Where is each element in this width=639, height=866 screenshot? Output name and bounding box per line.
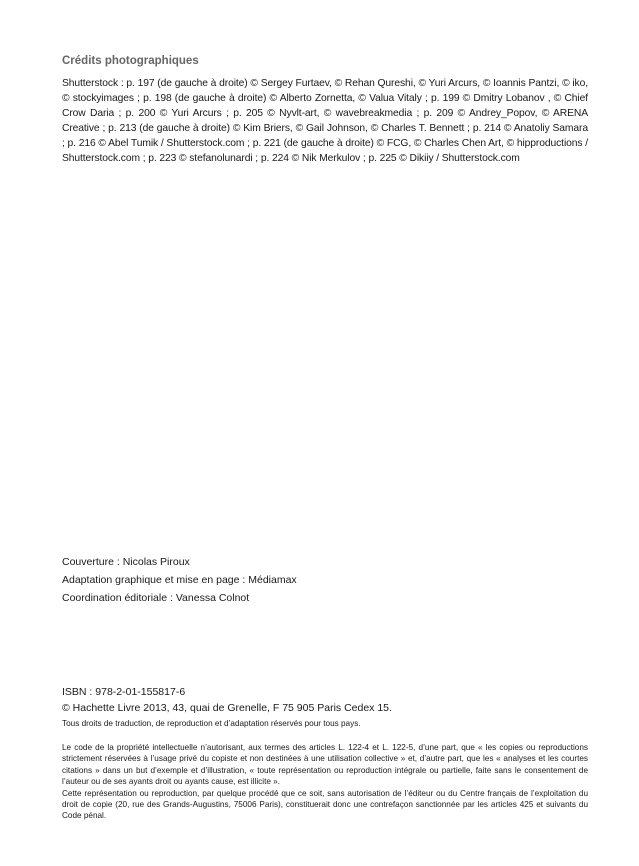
legal-notice [62,742,588,822]
publication-info [62,684,588,716]
isbn: ISBN : 978-2-01-155817-6 [62,686,186,698]
copyright-line: © Hachette Livre 2013, 43, quai de Grenelle, F 75 905 Paris Cedex 15. [62,702,392,714]
staff-value: Médiamax [248,574,297,586]
staff-credits [62,553,588,607]
staff-row-layout [62,571,588,589]
staff-label: Adaptation graphique et mise en page : [62,574,246,586]
staff-label: Couverture : [62,556,120,568]
staff-row-coordination [62,589,588,607]
staff-value: Vanessa Colnot [175,592,250,604]
credits-heading: Crédits photographiques [62,55,199,67]
legal-paragraph: Le code de la propriété intellectuelle n’autorisant, aux termes des articles L. 122-4 et L. 122-5, d’une part, que « les copies ou reproductions strictement réservées à l’usage privé du copiste et non destinées à une utilisation collective » et, d’autre part, que les « analyses et les courtes citations » dans un but d’exemple et d’illustration, « toute représentation ou reproduction intégrale ou partielle, faite sans le consentement de l’auteur ou de ses ayants droit ou ayants cause, est illicite ». [62,743,588,787]
rights-notice: Tous droits de traduction, de reproduction et d’adaptation réservés pour tous pays. [62,719,361,728]
staff-label: Coordination éditoriale : [62,592,173,604]
staff-row-cover [62,553,588,571]
photo-credits-text: Shutterstock : p. 197 (de gauche à droite) © Sergey Furtaev, © Rehan Qureshi, © Yuri Arcurs, © Ioannis Pantzi, © iko, © stockyimages ; p. 198 (de gauche à droite) © Alberto Zornetta, © Valua Vitaly ; p. 199 © Dmitry Lobanov , © Chief Crow Daria ; p. 200 © Yuri Arcurs ; p. 205 © Nyvlt-art, © wavebreakmedia ; p. 209 © Andrey_Popov, © ARENA Creative ; p. 213 (de gauche à droite) © Kim Briers, © Gail Johnson, © Charles T. Bennett ; p. 214 © Anatoliy Samara ; p. 216 © Abel Tumik / Shutterstock.com ; p. 221 (de gauche à droite) © FCG, © Charles Chen Art, © hipproductions / Shutterstock.com ; p. 223 © stefanolunardi ; p. 224 © Nik Merkulov ; p. 225 © Dikiiy / Shutterstock.com [62,78,588,164]
staff-value: Nicolas Piroux [122,556,190,568]
legal-paragraph: Cette représentation ou reproduction, par quelque procédé que ce soit, sans autorisation de l’éditeur ou du Centre français de l’exploitation du droit de copie (20, rue des Grands-Augustins, 75006 Paris), constituerait donc une contrefaçon sanctionnée par les articles 425 et suivants du Code pénal. [62,788,588,821]
